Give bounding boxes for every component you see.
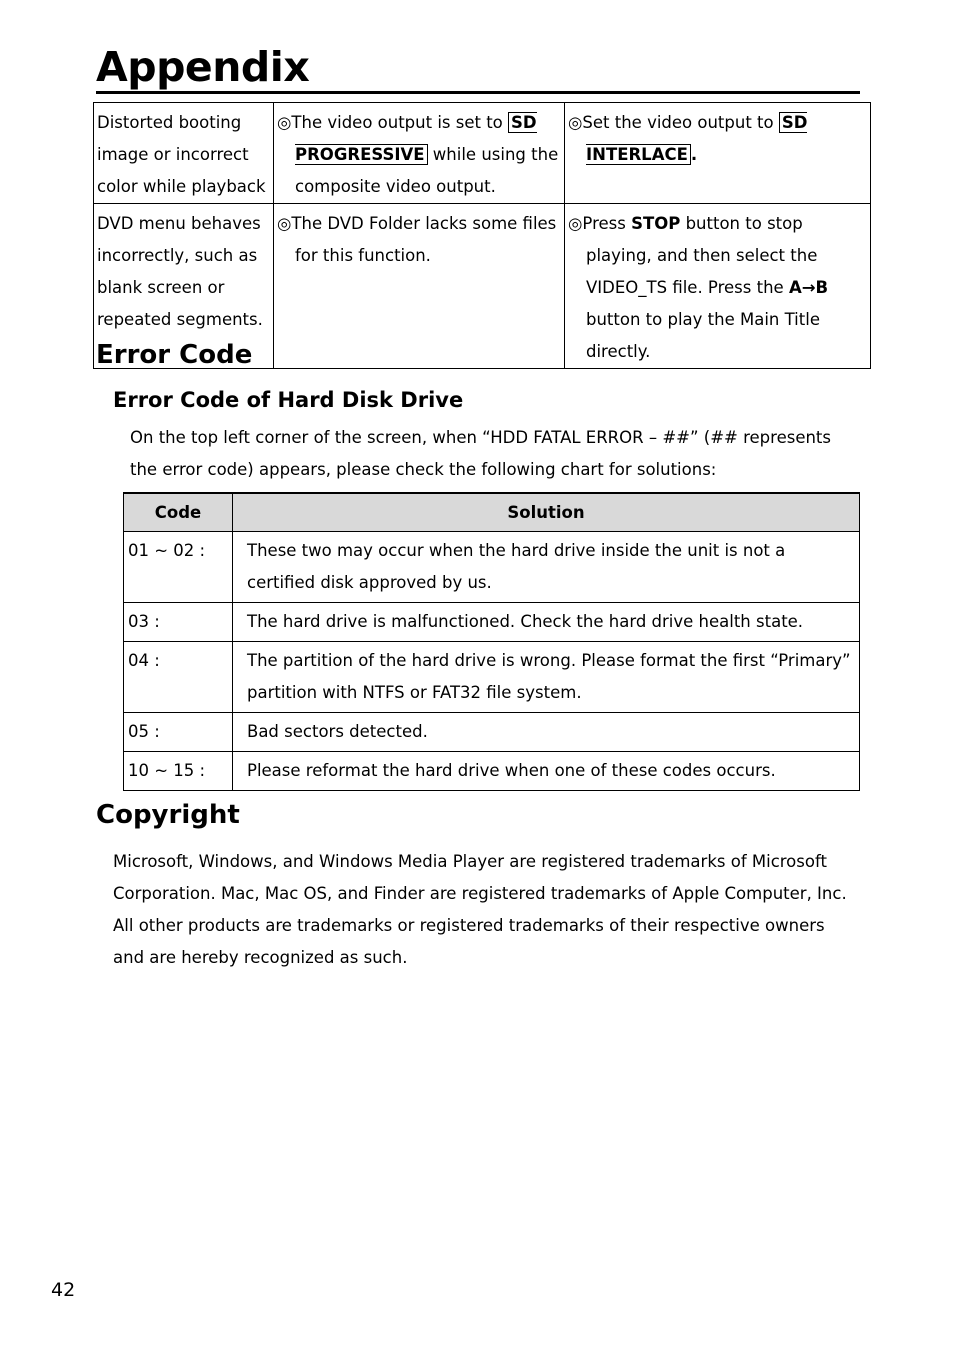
error-code: 05 : <box>124 713 233 752</box>
table-header-row <box>124 493 860 532</box>
table-row <box>124 603 860 642</box>
table-row <box>94 103 871 204</box>
error-code-heading: Error Code <box>96 340 253 370</box>
cause-cell <box>274 103 565 204</box>
page-title: Appendix <box>96 40 860 94</box>
error-code: 03 : <box>124 603 233 642</box>
problem-cell: Distorted booting image or incorrect color while playback <box>94 103 274 204</box>
error-solution: The hard drive is malfunctioned. Check the hard drive health state. <box>233 603 860 642</box>
table-row <box>124 532 860 603</box>
solution-text: ◎Set the video output to SD INTERLACE . <box>568 113 808 164</box>
circle-bullet-icon: ◎ <box>568 113 583 132</box>
table-row <box>124 752 860 791</box>
solution-cell <box>565 204 871 369</box>
error-code-table <box>123 492 860 791</box>
circle-bullet-icon: ◎ <box>277 113 292 132</box>
copyright-text: Microsoft, Windows, and Windows Media Player are registered trademarks of Microsoft Corporation. Mac, Mac OS, and Finder are registered trademarks of Apple Computer, Inc. All other products are trademarks or registered trademarks of their respective owners and are hereby recognized as such. <box>113 852 847 967</box>
error-code: 01 ~ 02 : <box>124 532 233 603</box>
cause-text: ◎The video output is set to SD PROGRESSIVE while using the composite video output. <box>277 113 559 196</box>
hdd-error-subheading: Error Code of Hard Disk Drive <box>113 388 464 412</box>
solution-cell <box>565 103 871 204</box>
cause-text: ◎The DVD Folder lacks some files for this function. <box>277 214 557 265</box>
code-column-header: Code <box>124 493 233 532</box>
solution-column-header: Solution <box>233 493 860 532</box>
error-code: 04 : <box>124 642 233 713</box>
error-solution: Please reformat the hard drive when one of these codes occurs. <box>233 752 860 791</box>
stop-button-label: STOP <box>631 214 681 233</box>
cause-cell <box>274 204 565 369</box>
circle-bullet-icon: ◎ <box>568 214 583 233</box>
solution-text: ◎Press STOP button to stop playing, and then select the VIDEO_TS file. Press the A→B button to play the Main Title directly. <box>568 214 829 361</box>
copyright-heading: Copyright <box>96 800 240 830</box>
table-row <box>124 642 860 713</box>
error-code: 10 ~ 15 : <box>124 752 233 791</box>
circle-bullet-icon: ◎ <box>277 214 292 233</box>
ab-button-label: A→B <box>788 278 829 297</box>
error-solution: These two may occur when the hard drive inside the unit is not a certified disk approved by us. <box>233 532 860 603</box>
table-row <box>124 713 860 752</box>
problem-cell: DVD menu behaves incorrectly, such as blank screen or repeated segments. <box>94 204 274 369</box>
error-solution: The partition of the hard drive is wrong. Please format the first “Primary” partition with NTFS or FAT32 file system. <box>233 642 860 713</box>
error-solution: Bad sectors detected. <box>233 713 860 752</box>
page-number: 42 <box>51 1279 76 1301</box>
boxed-setting: SD INTERLACE <box>586 113 808 164</box>
error-code-intro: On the top left corner of the screen, when “HDD FATAL ERROR – ##” (## represents the error code) appears, please check the following chart for solutions: <box>130 428 832 479</box>
troubleshooting-table <box>93 102 871 369</box>
boxed-setting: SD PROGRESSIVE <box>295 113 537 164</box>
